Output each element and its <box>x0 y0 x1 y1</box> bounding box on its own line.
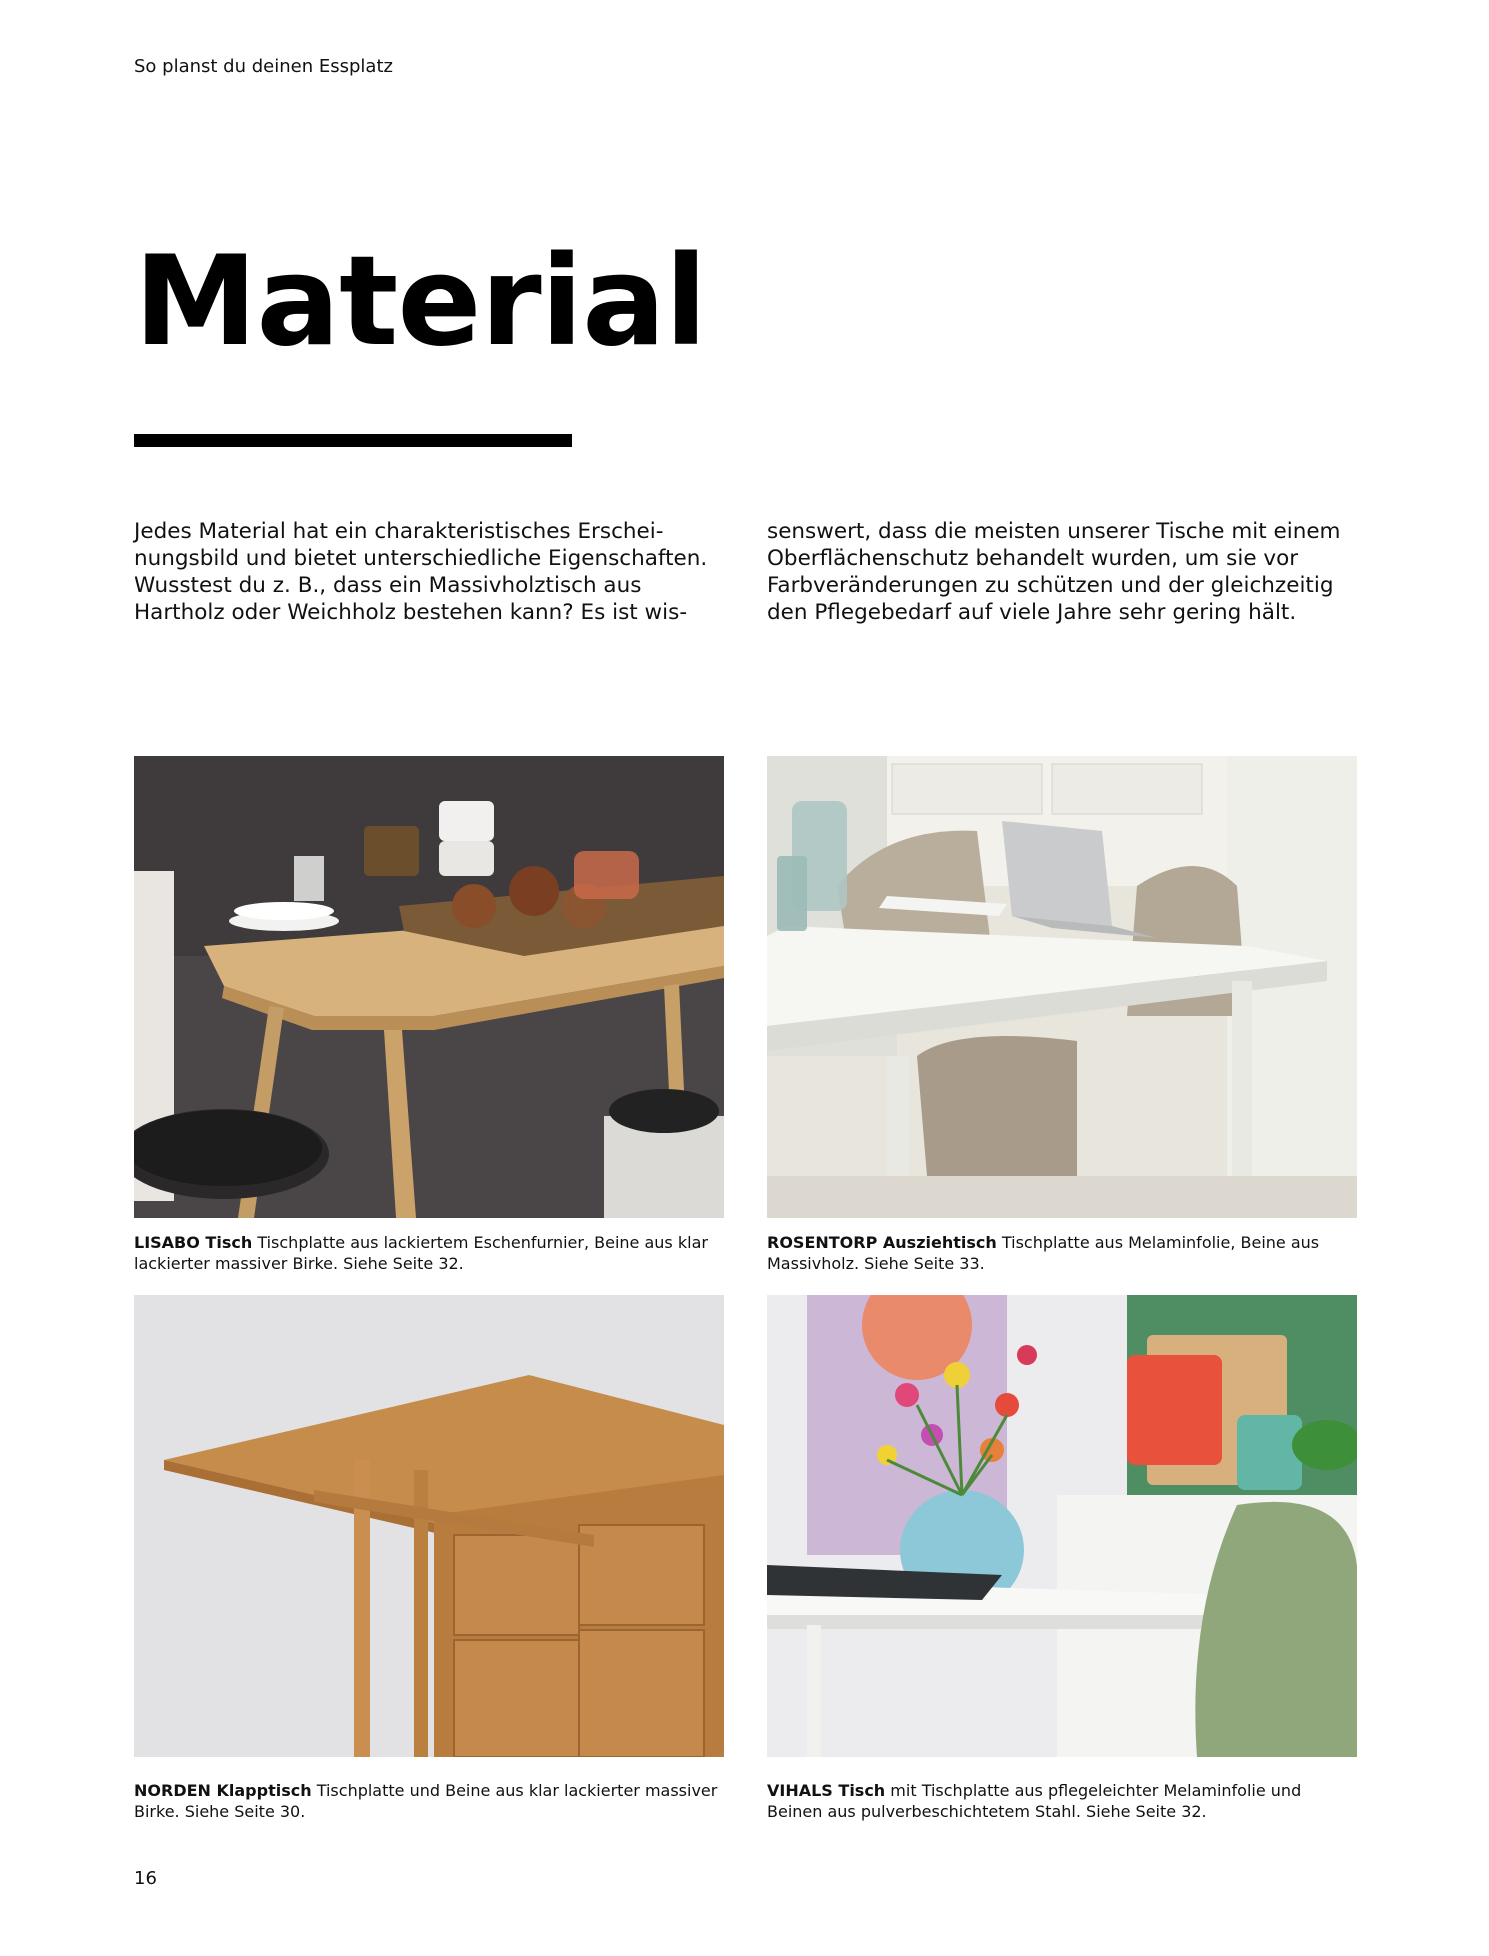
norden-caption <box>134 1780 724 1822</box>
rosentorp-product-name: ROSENTORP Ausziehtisch <box>767 1233 997 1252</box>
title-underline <box>134 434 572 447</box>
lisabo-caption <box>134 1232 724 1274</box>
lisabo-product-description: Tischplatte aus lackiertem Eschenfurnier, Beine aus klar lackierter massiver Birke. Siehe Seite 32. <box>134 1233 708 1273</box>
vihals-table-photo <box>767 1295 1357 1757</box>
norden-table-photo <box>134 1295 724 1757</box>
lisabo-product-name: LISABO Tisch <box>134 1233 253 1252</box>
rosentorp-table-photo <box>767 756 1357 1218</box>
norden-product-name: NORDEN Klapptisch <box>134 1781 312 1800</box>
norden-product-description: Tischplatte und Beine aus klar lackierter massiver Birke. Siehe Seite 30. <box>134 1781 718 1821</box>
page-title: Material <box>134 230 707 374</box>
page-number: 16 <box>134 1868 157 1889</box>
rosentorp-caption <box>767 1232 1357 1274</box>
rosentorp-product-description: Tischplatte aus Melaminfolie, Beine aus Massivholz. Siehe Seite 33. <box>767 1233 1320 1273</box>
lisabo-table-photo <box>134 756 724 1218</box>
intro-text-left: Jedes Material hat ein charakteristisches Erschei- nungsbild und bietet unterschiedliche Eigenschaften. Wusstest du z. B., dass ein Massivholztisch aus Hartholz oder Weichholz bestehen kann? Es ist wis- <box>134 519 708 625</box>
section-header: So planst du deinen Essplatz <box>134 56 393 77</box>
vihals-caption <box>767 1780 1357 1822</box>
vihals-product-description: mit Tischplatte aus pflegeleichter Melaminfolie und Beinen aus pulverbeschichtetem Stahl. Siehe Seite 32. <box>767 1781 1302 1821</box>
intro-text-right: senswert, dass die meisten unserer Tische mit einem Oberflächenschutz behandelt wurden, um sie vor Farbveränderungen zu schützen und der gleichzeitig den Pflegebedarf auf viele Jahre sehr gering hält. <box>767 519 1341 625</box>
vihals-product-name: VIHALS Tisch <box>767 1781 886 1800</box>
